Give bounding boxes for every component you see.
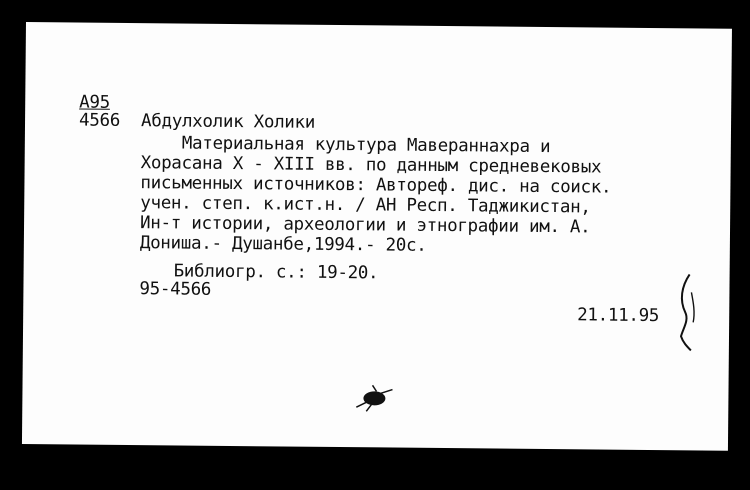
author-name: Абдулхолик Холики <box>140 111 316 133</box>
description-line: Материальная культура Мавераннахра и <box>140 133 551 158</box>
ink-blot-icon <box>352 381 396 415</box>
catalog-card <box>22 22 732 451</box>
description-line: учен. степ. к.ист.н. / АН Респ. Таджикистан, <box>140 193 591 218</box>
shelf-code: А95 <box>79 92 111 113</box>
description-line: Ин-т истории, археологии и этнографии им. А. <box>139 213 591 238</box>
pen-mark-icon <box>673 272 704 352</box>
accession-number: 4566 <box>78 110 121 131</box>
date-stamp: 21.11.95 <box>577 305 660 327</box>
bibliography-note: Библиогр. с.: 19-20. <box>173 261 379 284</box>
registration-number: 95-4566 <box>139 279 212 300</box>
description-line: письменных источников: Автореф. дис. на соиск. <box>140 173 612 198</box>
description-block <box>140 133 612 258</box>
description-line: Хорасана Х - ХIII вв. по данным средневековых <box>140 153 602 178</box>
description-line: Дониша.- Душанбе,1994.- 20с. <box>139 233 427 256</box>
